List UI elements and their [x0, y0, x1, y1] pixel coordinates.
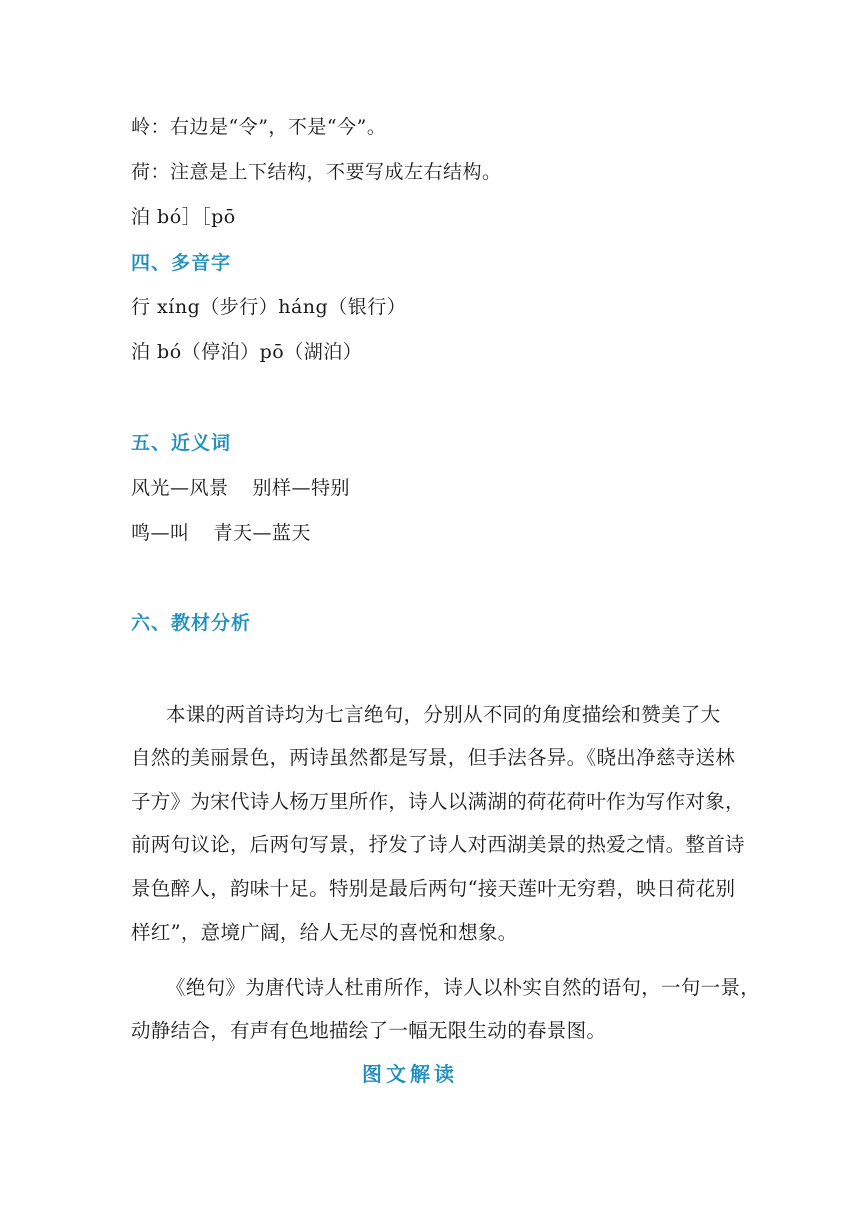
- note-ling: 岭：右边是“令”，不是“今”。: [131, 116, 387, 138]
- synonym-row: [131, 520, 311, 546]
- synonym-pair: 鸣—叫: [131, 522, 190, 544]
- analysis-line: 子方》为宋代诗人杨万里所作，诗人以满湖的荷花荷叶作为写作对象，: [131, 790, 745, 813]
- analysis-line: 《绝句》为唐代诗人杜甫所作，诗人以朴实自然的语句，一句一景，: [166, 976, 761, 999]
- analysis-line: 景色醉人，韵味十足。特别是最后两句“接天莲叶无穷碧，映日荷花别: [131, 877, 736, 900]
- analysis-line: 本课的两首诗均为七言绝句，分别从不同的角度描绘和赞美了大: [166, 703, 721, 726]
- polyphone-heading: 四、多音字: [131, 252, 232, 274]
- analysis-line: 动静结合，有声有色地描绘了一幅无限生动的春景图。: [131, 1019, 607, 1042]
- synonym-pair: 青天—蓝天: [213, 522, 312, 544]
- synonym-row: [131, 475, 350, 501]
- analysis-line: 样红”，意境广阔，给人无尽的喜悦和想象。: [131, 921, 518, 944]
- analysis-line: 自然的美丽景色，两诗虽然都是写景，但手法各异。《晓出净慈寺送林: [131, 746, 736, 769]
- analysis-line: 前两句议论，后两句写景，抒发了诗人对西湖美景的热爱之情。整首诗: [131, 833, 745, 856]
- figure-reading-title: 图文解读: [362, 1062, 458, 1086]
- synonym-pair: 风光—风景: [131, 477, 229, 499]
- synonyms-heading: 五、近义词: [131, 432, 232, 454]
- polyphone-line-xing: 行 xíng（步行）háng（银行）: [131, 296, 407, 318]
- synonym-pair: 别样—特别: [252, 477, 351, 499]
- polyphone-line-bo: 泊 bó（停泊）pō（湖泊）: [131, 341, 363, 363]
- note-he: 荷：注意是上下结构，不要写成左右结构。: [131, 161, 502, 183]
- analysis-heading: 六、教材分析: [131, 612, 252, 634]
- note-bo: 泊 bó］［pō: [131, 206, 236, 228]
